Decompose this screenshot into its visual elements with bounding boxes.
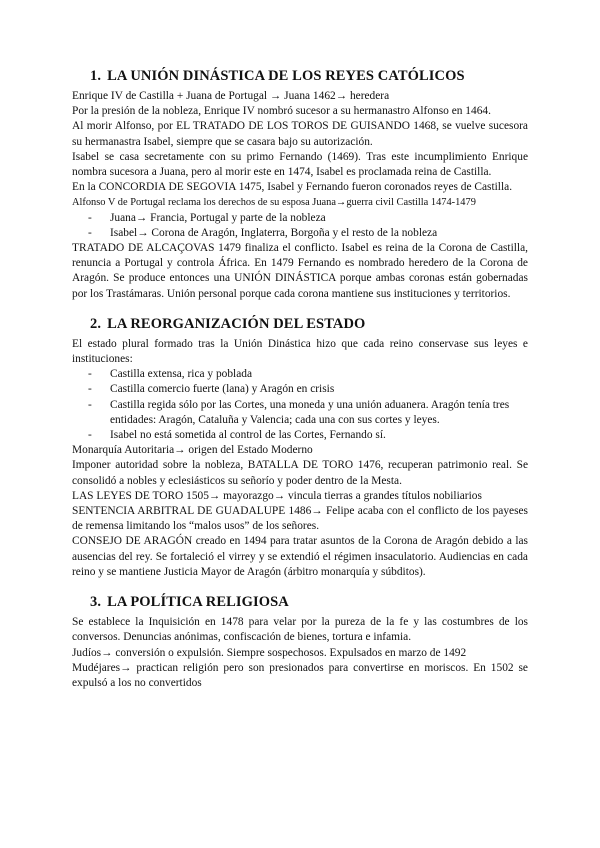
paragraph: Por la presión de la nobleza, Enrique IV nombró sucesor a su hermanastro Alfonso en 1464.: [72, 105, 491, 118]
section-number: 3.: [90, 594, 102, 611]
dash-icon: -: [88, 226, 92, 239]
section-title: LA UNIÓN DINÁSTICA DE LOS REYES CATÓLICOS: [107, 68, 465, 84]
bullet-list: [72, 367, 528, 443]
section-3: [72, 594, 528, 691]
list-item-text: Castilla extensa, rica y poblada: [110, 368, 253, 381]
list-item-text: Castilla regida sólo por las Cortes, una moneda y una unión aduanera. Aragón tenía tres entidades: Aragón, Cataluña y Valencia; cada una con sus cortes y leyes.: [110, 398, 510, 426]
paragraph: Isabel se casa secretamente con su primo Fernando (1469). Tras este incumplimiento Enrique nombra sucesora a Juana, pero al morir este en 1474, Isabel es proclamada reina de Castilla.: [72, 150, 528, 179]
section-title: LA POLÍTICA RELIGIOSA: [107, 594, 289, 611]
paragraph: Mudéjares→ practican religión pero son presionados para convertirse en moriscos. En 1502 se expulsó a los no convertidos: [72, 661, 528, 689]
paragraph: Alfonso V de Portugal reclama los derechos de su esposa Juana→guerra civil Castilla 1474-1479: [72, 197, 476, 209]
paragraph: En la CONCORDIA DE SEGOVIA 1475, Isabel y Fernando fueron coronados reyes de Castilla.: [72, 181, 513, 194]
dash-icon: -: [88, 211, 92, 224]
section-number: 2.: [90, 315, 102, 332]
section-title: LA REORGANIZACIÓN DEL ESTADO: [107, 315, 366, 332]
paragraph: Se establece la Inquisición en 1478 para velar por la pureza de la fe y las costumbres de los conversos. Denuncias anónimas, confiscación de bienes, tortura e infamia.: [72, 616, 528, 644]
list-item-text: Isabel→ Corona de Aragón, Inglaterra, Borgoña y el resto de la nobleza: [110, 226, 438, 239]
paragraph: Al morir Alfonso, por EL TRATADO DE LOS TOROS DE GUISANDO 1468, se vuelve sucesora su hermanastra Isabel, siempre que se casara bajo su autorización.: [72, 120, 528, 148]
paragraph: Imponer autoridad sobre la nobleza, BATALLA DE TORO 1476, recuperan patrimonio real. Se consolidó a nobles y eclesiásticos su señorío y poder dentro de la Mesta.: [72, 459, 528, 487]
section-2: [72, 316, 528, 580]
section-heading: [72, 68, 528, 85]
section-number: 1.: [90, 68, 102, 84]
list-item: [72, 382, 528, 397]
list-item-text: Juana→ Francia, Portugal y parte de la nobleza: [110, 211, 326, 224]
list-item: [72, 428, 528, 443]
paragraph: El estado plural formado tras la Unión Dinástica hizo que cada reino conservase sus leyes e instituciones:: [72, 337, 528, 366]
paragraph: Monarquía Autoritaria→ origen del Estado Moderno: [72, 444, 313, 457]
list-item: [72, 367, 528, 382]
section-1: [72, 68, 528, 302]
list-item-text: Isabel no está sometida al control de las Cortes, Fernando sí.: [110, 429, 386, 442]
bullet-list: [72, 211, 528, 241]
paragraph: Enrique IV de Castilla + Juana de Portugal → Juana 1462→ heredera: [72, 90, 390, 102]
section-heading: [72, 594, 528, 611]
dash-icon: -: [88, 398, 92, 411]
list-item: [72, 398, 528, 428]
dash-icon: -: [88, 383, 92, 396]
list-item-text: Castilla comercio fuerte (lana) y Aragón en crisis: [110, 383, 335, 396]
list-item: [72, 211, 528, 226]
dash-icon: -: [88, 429, 92, 442]
list-item: [72, 226, 528, 241]
paragraph: TRATADO DE ALCAÇOVAS 1479 finaliza el conflicto. Isabel es reina de la Corona de Castilla, renuncia a Portugal y controla África. En 1479 Fernando es nombrado heredero de la Corona de Aragón. Se produce entonces una UNIÓN DINÁSTICA porque ambas coronas están gobernadas por los Trastámaras. Unión personal porque cada corona mantiene sus instituciones y territorios.: [72, 242, 528, 300]
paragraph: CONSEJO DE ARAGÓN creado en 1494 para tratar asuntos de la Corona de Aragón debido a las ausencias del rey. Se fortaleció el virrey y se extendió el régimen insaculatorio. Audiencias en cada reino y se mantiene Justicia Mayor de Aragón (árbitro monarquía y súbditos).: [72, 535, 528, 578]
section-heading: [72, 316, 528, 333]
dash-icon: -: [88, 368, 92, 381]
paragraph: LAS LEYES DE TORO 1505→ mayorazgo→ vincula tierras a grandes títulos nobiliarios: [72, 489, 482, 502]
paragraph: SENTENCIA ARBITRAL DE GUADALUPE 1486→ Felipe acaba con el conflicto de los payeses de remensa limitando los “malos usos” de los señores.: [72, 505, 528, 533]
paragraph: Judíos→ conversión o expulsión. Siempre sospechosos. Expulsados en marzo de 1492: [72, 646, 467, 659]
